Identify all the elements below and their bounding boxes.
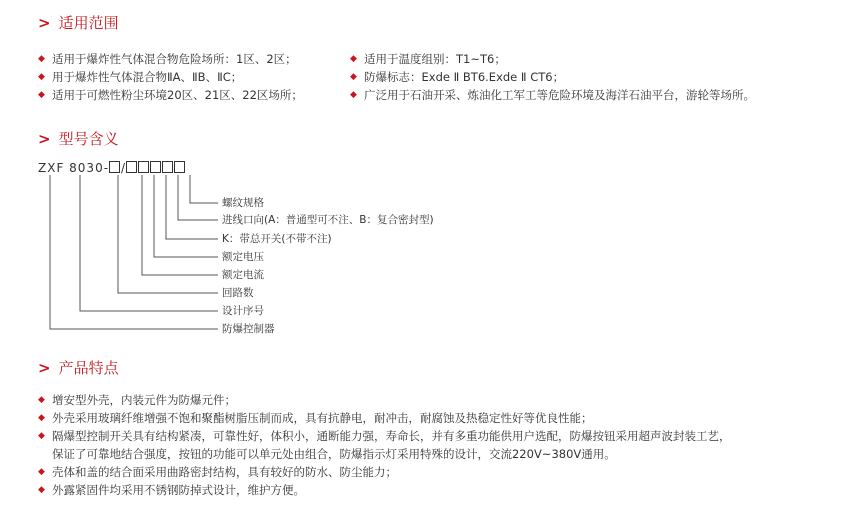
list-item: ◆ 隔爆型控制开关具有结构紧凑，可靠性好，体积小，通断能力强，寿命长，并有多重功能供用户选配，防爆按钮采用超声波封装工艺， xyxy=(38,429,731,443)
diamond-bullet-icon: ◆ xyxy=(38,467,45,477)
section-title-text: 型号含义 xyxy=(58,130,119,148)
diamond-bullet-icon: ◆ xyxy=(38,485,45,495)
diamond-bullet-icon: ◆ xyxy=(350,72,357,82)
list-item: ◆ 外露紧固件均采用不锈钢防掉式设计，维护方便。 xyxy=(38,483,305,497)
model-label: 进线口向(A：普通型可不注、B：复合密封型) xyxy=(222,214,434,226)
list-item-continuation: 保证了可靠地结合强度，按钮的功能可以单元处由组合，防爆指示灯采用特殊的设计，交流220V~380V通用。 xyxy=(52,447,616,461)
chevron-right-icon: > xyxy=(38,13,51,32)
list-item: ◆ 适用于可燃性粉尘环境20区、21区、22区场所； xyxy=(38,88,303,102)
list-item: ◆ 适用于爆炸性气体混合物危险场所：1区、2区； xyxy=(38,52,297,66)
list-item: ◆ 用于爆炸性气体混合物ⅡA、ⅡB、ⅡC； xyxy=(38,70,243,84)
diamond-bullet-icon: ◆ xyxy=(38,54,45,64)
model-separator: / xyxy=(121,161,127,175)
section-title-text: 产品特点 xyxy=(58,359,119,377)
chevron-right-icon: > xyxy=(38,129,51,148)
diamond-bullet-icon: ◆ xyxy=(38,431,45,441)
list-item: ◆ 壳体和盖的结合面采用曲路密封结构，具有较好的防水、防尘能力； xyxy=(38,465,397,479)
section-title-text: 适用范围 xyxy=(58,14,119,32)
list-item: ◆ 适用于温度组别：T1~T6； xyxy=(350,52,506,66)
diamond-bullet-icon: ◆ xyxy=(38,90,45,100)
list-item: ◆ 广泛用于石油开采、炼油化工军工等危险环境及海洋石油平台，游轮等场所。 xyxy=(350,88,755,102)
section-title-features xyxy=(38,357,119,378)
diamond-bullet-icon: ◆ xyxy=(38,395,45,405)
model-label: K：带总开关(不带不注) xyxy=(222,233,332,245)
list-item: ◆ 防爆标志：Exde Ⅱ BT6.Exde Ⅱ CT6； xyxy=(350,70,565,84)
list-item: ◆ 增安型外壳，内装元件为防爆元件； xyxy=(38,393,236,407)
model-label: 额定电压 xyxy=(222,251,264,263)
model-label: 回路数 xyxy=(222,287,254,299)
model-label: 设计序号 xyxy=(222,305,264,317)
model-label: 防爆控制器 xyxy=(222,323,275,335)
model-label: 螺纹规格 xyxy=(222,197,264,209)
diamond-bullet-icon: ◆ xyxy=(350,54,357,64)
diamond-bullet-icon: ◆ xyxy=(38,413,45,423)
model-prefix: ZXF 8030- xyxy=(38,161,110,175)
diamond-bullet-icon: ◆ xyxy=(38,72,45,82)
list-item: ◆ 外壳采用玻璃纤维增强不饱和聚酯树脂压制而成，具有抗静电，耐冲击，耐腐蚀及热稳定性好等优良性能； xyxy=(38,411,593,425)
diamond-bullet-icon: ◆ xyxy=(350,90,357,100)
chevron-right-icon: > xyxy=(38,358,51,377)
model-label: 额定电流 xyxy=(222,269,264,281)
